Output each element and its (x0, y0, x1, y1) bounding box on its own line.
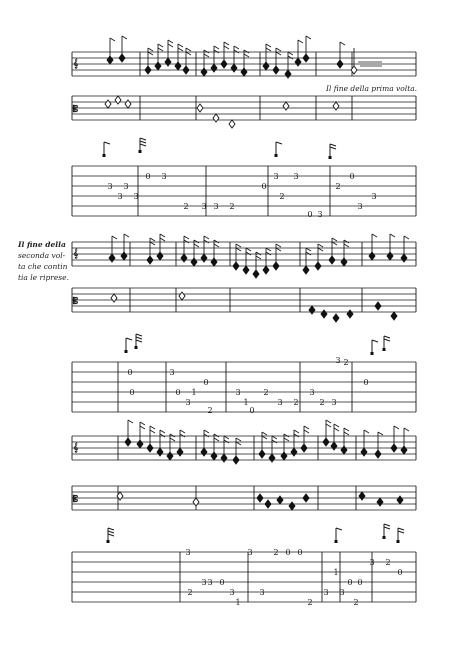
note-head (341, 258, 347, 266)
tab-cipher: 0 (397, 568, 403, 577)
note-head (253, 270, 259, 278)
note-head (375, 450, 381, 458)
tab-cipher: 0 (219, 578, 225, 587)
note-head (211, 258, 217, 266)
note-head (263, 62, 269, 70)
note-flag (262, 432, 267, 435)
note-flag (236, 244, 241, 247)
tab-cipher: 3 (169, 368, 175, 377)
note-flag (150, 430, 155, 433)
note-flag (194, 240, 199, 243)
prima-volta-annotation: Il fine della prima volta. (326, 84, 418, 93)
note-head (233, 456, 239, 464)
note-flag (298, 40, 303, 43)
note-head-tab (391, 312, 397, 320)
note-flag (160, 238, 165, 241)
tab-cipher: 1 (235, 598, 241, 607)
rhythm-sign-foot (383, 536, 386, 539)
tab-cipher: 2 (207, 406, 213, 415)
rhythm-sign-flag (140, 141, 146, 143)
note-flag (318, 244, 323, 247)
note-flag (214, 244, 219, 247)
note-head (295, 58, 301, 66)
rhythm-sign-foot (103, 154, 106, 157)
tab-cipher: 3 (201, 578, 207, 587)
rhythm-sign-foot (107, 540, 110, 543)
tab-cipher: 0 (261, 182, 267, 191)
tab-cipher: 0 (347, 578, 353, 587)
note-head (177, 448, 183, 456)
tab-cipher: 3 (259, 588, 265, 597)
tab-cipher: 3 (335, 356, 341, 365)
note-flag (180, 434, 185, 437)
note-flag (294, 430, 299, 433)
note-flag (372, 234, 377, 237)
note-head (221, 60, 227, 68)
note-flag (170, 434, 175, 437)
note-head (201, 254, 207, 262)
note-flag (224, 46, 229, 49)
note-flag (246, 248, 251, 251)
tab-cipher: 3 (247, 548, 253, 557)
tab-cipher: 2 (335, 182, 341, 191)
tab-cipher: 3 (117, 192, 123, 201)
rhythm-sign-flag (140, 144, 146, 146)
note-flag (204, 434, 209, 437)
note-flag (266, 252, 271, 255)
note-flag (180, 430, 185, 433)
note-head (401, 446, 407, 454)
tab-cipher: 0 (349, 172, 355, 181)
note-flag (276, 248, 281, 251)
note-flag (184, 240, 189, 243)
tab-cipher: 3 (201, 202, 207, 211)
tab-cipher: 2 (279, 192, 285, 201)
note-head (137, 440, 143, 448)
note-flag (404, 428, 409, 431)
seconda-volta-line-3: ta che contin (18, 262, 68, 271)
note-flag (160, 434, 165, 437)
note-flag (224, 42, 229, 45)
note-head (107, 56, 113, 64)
note-head-tab (303, 494, 309, 502)
clef-mark: 𝄞 (73, 59, 79, 69)
tab-cipher: 0 (249, 406, 255, 415)
note-flag (150, 238, 155, 241)
rhythm-sign-flag (136, 340, 142, 342)
tab-cipher: 1 (191, 388, 197, 397)
note-head (201, 68, 207, 76)
note-flag (234, 50, 239, 53)
note-head (301, 444, 307, 452)
clef-mark: 𝄞 (73, 443, 79, 453)
note-flag (178, 48, 183, 51)
note-head-tab (179, 292, 185, 300)
note-flag (344, 432, 349, 435)
note-head (315, 262, 321, 270)
note-flag (306, 36, 311, 39)
note-flag (122, 36, 127, 39)
note-head-open (213, 114, 219, 122)
note-flag (236, 248, 241, 251)
note-head (341, 446, 347, 454)
note-head-tab (347, 310, 353, 318)
note-flag (326, 424, 331, 427)
note-head (303, 266, 309, 274)
note-head (263, 266, 269, 274)
note-flag (140, 426, 145, 429)
note-flag (332, 238, 337, 241)
rhythm-sign-flag (384, 527, 390, 529)
note-flag (112, 236, 117, 239)
note-flag (344, 240, 349, 243)
note-flag (204, 236, 209, 239)
note-head (167, 452, 173, 460)
note-flag (244, 50, 249, 53)
note-head (331, 442, 337, 450)
note-head (291, 448, 297, 456)
tab-cipher: 3 (107, 182, 113, 191)
note-flag (390, 234, 395, 237)
rhythm-sign-flag (336, 528, 342, 530)
note-head (157, 448, 163, 456)
tab-cipher: 3 (185, 548, 191, 557)
note-flag (276, 244, 281, 247)
note-flag (246, 252, 251, 255)
note-head-open (333, 102, 339, 110)
tab-cipher: 2 (273, 548, 279, 557)
note-head-tab (277, 496, 283, 504)
note-flag (340, 42, 345, 45)
note-head (233, 262, 239, 270)
note-flag (214, 240, 219, 243)
rhythm-sign-foot (371, 352, 374, 355)
rhythm-sign-foot (383, 348, 386, 351)
note-head (201, 448, 207, 456)
seconda-volta-line-4: tia le riprese. (18, 273, 69, 282)
tab-cipher: 2 (343, 358, 349, 367)
tab-cipher: 2 (187, 588, 193, 597)
note-flag (128, 420, 133, 423)
note-flag (110, 38, 115, 41)
tab-cipher: 3 (207, 578, 213, 587)
rhythm-sign-flag (136, 337, 142, 339)
note-flag (224, 436, 229, 439)
tab-cipher: 3 (317, 210, 323, 219)
tab-cipher: 3 (309, 388, 315, 397)
note-flag (294, 434, 299, 437)
seconda-volta-line-1: Il fine della (18, 240, 66, 249)
tab-cipher: 0 (129, 388, 135, 397)
tab-cipher: 0 (357, 578, 363, 587)
note-head-tab (265, 500, 271, 508)
rhythm-sign-foot (135, 346, 138, 349)
tab-cipher: 3 (371, 192, 377, 201)
note-flag (334, 424, 339, 427)
tab-cipher: 0 (297, 548, 303, 557)
tab-cipher: 3 (213, 202, 219, 211)
note-head (121, 252, 127, 260)
note-flag (344, 244, 349, 247)
note-head-open (115, 96, 121, 104)
tab-cipher: 3 (277, 398, 283, 407)
note-head (241, 68, 247, 76)
tab-cipher: 3 (357, 202, 363, 211)
note-flag (364, 430, 369, 433)
note-flag (204, 430, 209, 433)
note-head (147, 444, 153, 452)
tab-cipher: 0 (175, 388, 181, 397)
note-flag (256, 252, 261, 255)
note-head-tab (375, 302, 381, 310)
note-flag (170, 438, 175, 441)
note-flag (148, 48, 153, 51)
note-flag (266, 44, 271, 47)
note-flag (204, 240, 209, 243)
note-flag (178, 44, 183, 47)
tab-cipher: 3 (229, 588, 235, 597)
note-head (119, 54, 125, 62)
tab-cipher: 3 (123, 182, 129, 191)
note-flag (214, 434, 219, 437)
note-flag (194, 244, 199, 247)
note-head (211, 452, 217, 460)
rhythm-sign-flag (140, 138, 146, 140)
note-flag (168, 40, 173, 43)
note-flag (276, 48, 281, 51)
clef-mark: 𝄡 (73, 495, 79, 505)
rhythm-sign-flag (108, 528, 114, 530)
note-flag (266, 48, 271, 51)
note-flag (214, 438, 219, 441)
note-flag (148, 52, 153, 55)
note-flag (306, 252, 311, 255)
note-flag (332, 242, 337, 245)
note-flag (160, 234, 165, 237)
rhythm-sign-flag (398, 528, 404, 530)
note-flag (214, 46, 219, 49)
tab-cipher: 3 (273, 172, 279, 181)
tab-cipher: 2 (183, 202, 189, 211)
note-head (303, 54, 309, 62)
tab-cipher: 2 (353, 598, 359, 607)
note-head (269, 454, 275, 462)
clef-mark: 𝄞 (73, 249, 79, 259)
note-head (211, 64, 217, 72)
note-head (243, 266, 249, 274)
tab-cipher: 3 (339, 588, 345, 597)
rhythm-sign-flag (104, 142, 110, 144)
rhythm-sign-flag (384, 524, 390, 526)
tab-cipher: 0 (307, 210, 313, 219)
note-head (191, 258, 197, 266)
rhythm-sign-flag (384, 336, 390, 338)
note-flag (224, 440, 229, 443)
note-flag (276, 52, 281, 55)
note-head-tab (321, 310, 327, 318)
note-head (401, 254, 407, 262)
note-flag (124, 234, 129, 237)
rhythm-sign-foot (329, 156, 332, 159)
note-flag (284, 438, 289, 441)
tab-cipher: 1 (243, 398, 249, 407)
tab-cipher: 2 (319, 398, 325, 407)
note-flag (234, 46, 239, 49)
tab-cipher: 3 (235, 388, 241, 397)
note-flag (326, 420, 331, 423)
note-head-open (197, 104, 203, 112)
note-head-open (125, 100, 131, 108)
note-head (109, 254, 115, 262)
tab-cipher: 0 (203, 378, 209, 387)
note-flag (256, 256, 261, 259)
rhythm-sign-foot (275, 154, 278, 157)
tab-cipher: 3 (161, 172, 167, 181)
rhythm-sign-flag (398, 531, 404, 533)
note-head (273, 66, 279, 74)
note-head (285, 70, 291, 78)
tab-cipher: 2 (385, 558, 391, 567)
note-head-tab (193, 498, 199, 506)
rhythm-sign-flag (136, 334, 142, 336)
tab-cipher: 0 (145, 172, 151, 181)
note-flag (244, 54, 249, 57)
note-flag (262, 436, 267, 439)
seconda-volta-line-2: seconda vol- (18, 251, 66, 260)
tab-cipher: 2 (307, 598, 313, 607)
note-head (281, 452, 287, 460)
note-head (157, 252, 163, 260)
note-flag (236, 438, 241, 441)
tab-cipher: 3 (133, 192, 139, 201)
note-flag (304, 426, 309, 429)
rhythm-sign-flag (330, 147, 336, 149)
rhythm-sign-foot (335, 540, 338, 543)
tab-cipher: 0 (363, 378, 369, 387)
tab-cipher: 3 (369, 558, 375, 567)
rhythm-sign-flag (372, 340, 378, 342)
note-flag (394, 426, 399, 429)
tab-cipher: 0 (285, 548, 291, 557)
note-head-tab (309, 306, 315, 314)
clef-mark: 𝄡 (73, 297, 79, 307)
note-head (231, 64, 237, 72)
rhythm-sign-flag (126, 338, 132, 340)
tab-cipher: 1 (333, 568, 339, 577)
rhythm-sign-flag (108, 531, 114, 533)
note-flag (288, 56, 293, 59)
note-head (221, 454, 227, 462)
tab-cipher: 3 (293, 172, 299, 181)
note-head (323, 438, 329, 446)
note-flag (150, 242, 155, 245)
note-head-tab (257, 494, 263, 502)
note-flag (272, 440, 277, 443)
note-flag (284, 434, 289, 437)
note-head (145, 66, 151, 74)
note-flag (204, 54, 209, 57)
note-flag (266, 248, 271, 251)
note-head-open (105, 100, 111, 108)
note-head-open (283, 102, 289, 110)
note-flag (140, 422, 145, 425)
note-head-tab (111, 294, 117, 302)
note-flag (186, 48, 191, 51)
note-head (175, 62, 181, 70)
note-head (361, 448, 367, 456)
rhythm-sign-flag (108, 534, 114, 536)
tab-cipher: 2 (263, 388, 269, 397)
note-head (155, 62, 161, 70)
note-flag (214, 50, 219, 53)
note-flag (160, 430, 165, 433)
note-head (259, 450, 265, 458)
note-flag (204, 50, 209, 53)
rhythm-sign-foot (125, 350, 128, 353)
tab-cipher: 2 (229, 202, 235, 211)
note-flag (158, 44, 163, 47)
note-flag (306, 248, 311, 251)
note-head-tab (397, 496, 403, 504)
note-flag (186, 52, 191, 55)
rhythm-sign-foot (139, 150, 142, 153)
note-head-tab (289, 502, 295, 510)
tab-cipher: 3 (185, 398, 191, 407)
note-flag (184, 236, 189, 239)
note-flag (150, 426, 155, 429)
note-head (273, 262, 279, 270)
note-flag (318, 248, 323, 251)
note-head (181, 254, 187, 262)
note-flag (344, 428, 349, 431)
note-head-tab (333, 314, 339, 322)
rhythm-sign-flag (330, 144, 336, 146)
note-flag (288, 52, 293, 55)
note-flag (378, 432, 383, 435)
note-flag (158, 48, 163, 51)
note-flag (404, 236, 409, 239)
tab-cipher: 0 (127, 368, 133, 377)
tab-cipher: 2 (293, 398, 299, 407)
note-flag (304, 430, 309, 433)
note-head-open (229, 120, 235, 128)
note-head (387, 252, 393, 260)
note-head (183, 66, 189, 74)
note-flag (236, 442, 241, 445)
clef-mark: 𝄡 (73, 105, 79, 115)
rhythm-sign-foot (397, 540, 400, 543)
tab-cipher: 3 (331, 398, 337, 407)
note-head-tab (377, 498, 383, 506)
note-head-tab (359, 492, 365, 500)
note-head (125, 438, 131, 446)
note-flag (168, 44, 173, 47)
note-head (147, 256, 153, 264)
tab-cipher: 3 (323, 588, 329, 597)
note-flag (272, 436, 277, 439)
note-head (369, 252, 375, 260)
note-flag (334, 428, 339, 431)
note-head (337, 60, 343, 68)
rhythm-sign-flag (384, 339, 390, 341)
note-head (391, 444, 397, 452)
rhythm-sign-flag (276, 142, 282, 144)
note-head (165, 58, 171, 66)
note-head (329, 256, 335, 264)
